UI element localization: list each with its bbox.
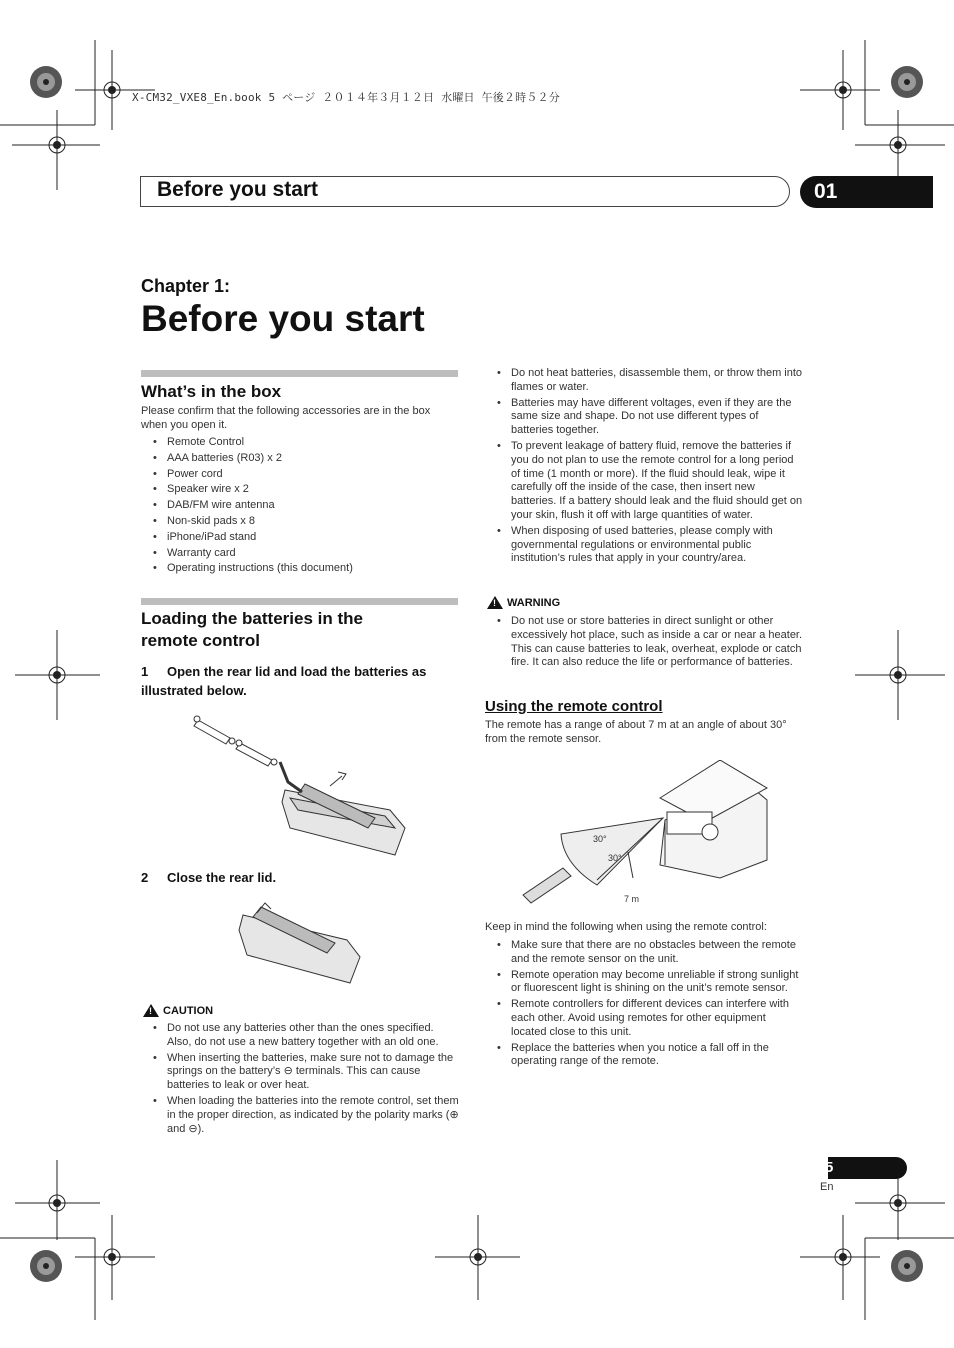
list-item: • Batteries may have different voltages, even if they are the same size and shape. Do not use different types of batteries together.	[485, 397, 803, 438]
remote-range-diagram	[515, 760, 775, 910]
step-2	[141, 868, 276, 887]
list-item: • Warranty card	[141, 547, 459, 561]
list-item: • Remote operation may become unreliable if strong sunlight or fluorescent light is shining on the unit’s remote sensor.	[485, 969, 803, 997]
keep-in-mind: Keep in mind the following when using the remote control:	[485, 921, 767, 933]
section-title-line: remote control	[141, 631, 261, 650]
warning-heading	[487, 596, 560, 609]
battery-loading-illustration	[190, 710, 415, 860]
caution-list	[141, 1022, 459, 1138]
step-number: 2	[141, 870, 149, 885]
box-intro: Please confirm that the following accessories are in the box when you open it.	[141, 405, 431, 431]
chapter-label: Chapter 1:	[141, 276, 231, 296]
list-item: • Remote Control	[141, 436, 459, 450]
step-text: illustrated below.	[141, 683, 247, 698]
list-item: • When disposing of used batteries, please comply with governmental regulations or environmental public institution’s rules that apply in your country/area.	[485, 525, 803, 566]
close-lid-illustration	[235, 895, 365, 985]
list-item: • DAB/FM wire antenna	[141, 499, 459, 513]
section-title-line: Loading the batteries in the	[141, 609, 363, 628]
step-text: Open the rear lid and load the batteries as	[167, 664, 427, 679]
list-item: • To prevent leakage of battery fluid, remove the batteries if you do not plan to use the remote control for a long period of time (1 month or more). If the fluid should leak, wipe it carefully off the inside of the case, then insert new batteries. If a battery should leak and the fluid should get on your skin, flush it off with large quantities of water.	[485, 440, 803, 523]
page-number-tab	[828, 1157, 907, 1179]
list-item: • Replace the batteries when you notice a fall off in the operating range of the remote.	[485, 1042, 803, 1070]
caution-label: CAUTION	[163, 1004, 214, 1017]
list-item: • AAA batteries (R03) x 2	[141, 452, 459, 466]
warning-triangle-icon: !	[143, 1004, 159, 1017]
caution-heading	[143, 1004, 213, 1017]
battery-precautions-list	[485, 367, 803, 568]
chapter-title: Before you start	[141, 298, 425, 339]
step-number: 1	[141, 664, 149, 679]
print-header: X-CM32_VXE8_En.book 5 ページ ２０１４年３月１２日 水曜日 午後２時５２分	[132, 91, 560, 104]
list-item: • When loading the batteries into the remote control, set them in the proper direction, as indicated by the polarity marks (⊕ and ⊖).	[141, 1095, 459, 1136]
warning-triangle-icon: !	[487, 596, 503, 609]
angle-label-top: 30°	[593, 834, 607, 844]
section-title-loading	[141, 608, 461, 652]
chapter-number-tab: 01	[800, 176, 933, 208]
section-title-box: What’s in the box	[141, 382, 282, 401]
list-item: • Power cord	[141, 468, 459, 482]
list-item: • Remote controllers for different devices can interfere with each other. Avoid using remotes for other equipment located close to this unit.	[485, 998, 803, 1039]
section-rule	[141, 370, 458, 377]
list-item: • Do not use any batteries other than the ones specified. Also, do not use a new battery together with an old one.	[141, 1022, 459, 1050]
list-item: • Non-skid pads x 8	[141, 515, 459, 529]
remote-tips-list	[485, 939, 803, 1071]
list-item: • When inserting the batteries, make sure not to damage the springs on the battery’s ⊖ terminals. This can cause batteries to leak or over heat.	[141, 1052, 459, 1093]
remote-intro: The remote has a range of about 7 m at an angle of about 30° from the remote sensor.	[485, 719, 787, 745]
list-item: • Do not heat batteries, disassemble them, or throw them into flames or water.	[485, 367, 803, 395]
list-item: • Do not use or store batteries in direct sunlight or other excessively hot place, such as inside a car or near a heater. This can cause batteries to leak, overheat, explode or catch fire. It can also reduce the life or performance of batteries.	[485, 615, 803, 670]
list-item: • iPhone/iPad stand	[141, 531, 459, 545]
step-text: Close the rear lid.	[167, 870, 277, 885]
language-label: En	[820, 1181, 834, 1193]
warning-list	[485, 615, 803, 672]
distance-label: 7 m	[624, 894, 640, 904]
step-1	[141, 662, 461, 700]
list-item: • Make sure that there are no obstacles between the remote and the remote sensor on the unit.	[485, 939, 803, 967]
warning-label: WARNING	[507, 596, 561, 609]
remote-section-title: Using the remote control	[485, 698, 663, 715]
list-item: • Operating instructions (this document)	[141, 562, 459, 576]
section-rule	[141, 598, 458, 605]
list-item: • Speaker wire x 2	[141, 483, 459, 497]
header-title: Before you start	[157, 178, 319, 201]
box-items-list	[141, 436, 459, 578]
angle-label-bottom: 30°	[608, 853, 622, 863]
page-number: 5	[825, 1159, 834, 1176]
